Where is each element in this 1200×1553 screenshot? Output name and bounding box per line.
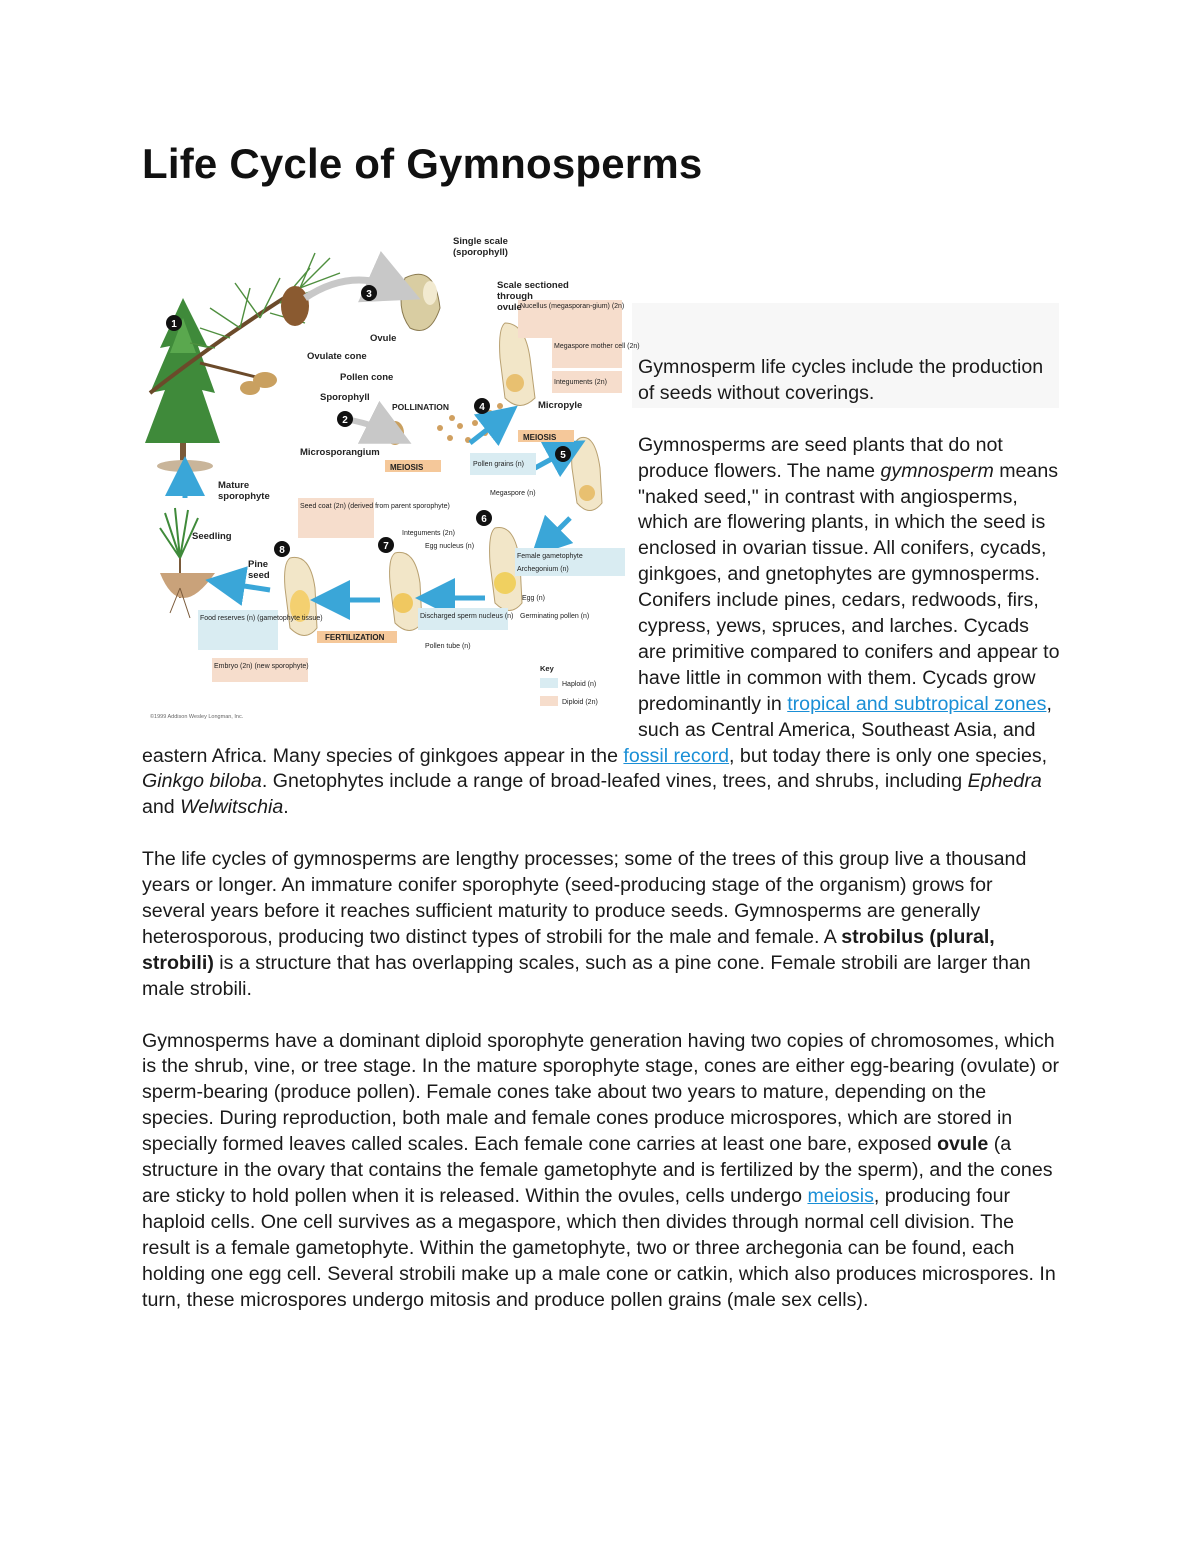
label-integuments-2n: Integuments (2n)	[554, 379, 607, 386]
step-number: 3	[366, 289, 372, 300]
step-number: 1	[171, 319, 177, 330]
label-scale-sectioned: Scale sectioned	[497, 280, 569, 291]
label-egg-nucleus: Egg nucleus (n)	[425, 543, 475, 550]
label-embryo: Embryo (2n) (new sporophyte)	[214, 663, 309, 670]
label-megaspore-mother: Megaspore mother cell (2n)	[554, 343, 640, 350]
step-number: 8	[279, 545, 285, 556]
label-pollen-cone: Pollen cone	[340, 372, 394, 383]
label-seed: seed	[248, 570, 270, 581]
label-pollen-tube: Pollen tube (n)	[425, 643, 471, 650]
label-germinating-pollen: Germinating pollen (n)	[520, 613, 590, 620]
label-food-reserves: Food reserves (n) (gametophyte tissue)	[200, 615, 323, 622]
label-sporophyll-paren: (sporophyll)	[453, 247, 508, 258]
page-title: Life Cycle of Gymnosperms	[142, 140, 703, 187]
label-ovule-lower: ovule	[497, 302, 522, 313]
label-sporophyte: sporophyte	[218, 491, 270, 502]
label-archegonium: Archegonium (n)	[517, 566, 569, 573]
label-key: Key	[540, 664, 554, 673]
step-number: 6	[481, 514, 487, 525]
paragraph-gymnosperms-intro: Gymnosperms are seed plants that do not produce flowers. The name gymnosperm means "naked seed," in contrast with angiosperms, which are flowering plants, in which the seed is enclosed in ovarian tissue. All conifers, cycads, ginkgoes, and gnetophytes are gymnosperms. Conifers include pines, cedars, redwoods, firs, cypress, yews, spruces, and larches. Cycads are primitive compared to conifers and appear to have little in common with them. Cycads grow predominantly in tropical and subtropical zones, such as Central America, Southeast Asia, and eastern Africa. Many species of ginkgoes appear in the fossil record, but today there is only one species, Ginkgo biloba. Gnetophytes include a range of broad-leafed vines, trees, and shrubs, including Ephedra and Welwitschia.	[142, 433, 1060, 819]
figure-copyright: ©1999 Addison Wesley Longman, Inc.	[150, 714, 244, 720]
label-ovule: Ovule	[370, 333, 397, 344]
label-female-gametophyte: Female gametophyte	[517, 553, 583, 560]
label-megaspore: Megaspore (n)	[490, 490, 536, 497]
label-meiosis-2: MEIOSIS	[523, 433, 557, 442]
step-number: 2	[342, 415, 348, 426]
label-mature: Mature	[218, 480, 250, 491]
label-nucellus: Nucellus (megasporan-gium) (2n)	[520, 303, 625, 310]
label-fertilization: FERTILIZATION	[325, 633, 385, 642]
step-number: 7	[383, 541, 389, 552]
label-seedling: Seedling	[192, 531, 232, 542]
label-through: through	[497, 291, 533, 302]
step-number: 4	[479, 402, 485, 413]
label-pollen-grains: Pollen grains (n)	[473, 461, 524, 468]
label-egg: Egg (n)	[522, 595, 545, 602]
label-haploid: Haploid (n)	[562, 681, 597, 688]
label-discharged-sperm: Discharged sperm nucleus (n)	[420, 613, 514, 620]
figure-wrap-spacer	[142, 355, 638, 735]
link-meiosis[interactable]: meiosis	[807, 1184, 874, 1207]
article-body	[142, 355, 1060, 1339]
label-sporophyll: Sporophyll	[320, 392, 370, 403]
label-meiosis-1: MEIOSIS	[390, 463, 424, 472]
label-pine: Pine	[248, 559, 269, 570]
label-microsporangium: Microsporangium	[300, 447, 380, 458]
link-fossil-record[interactable]: fossil record	[623, 744, 730, 767]
paragraph-sporophyte-generation: Gymnosperms have a dominant diploid sporophyte generation having two copies of chromosomes, which is the shrub, vine, or tree stage. In the mature sporophyte stage, cones are either egg-bearing (ovulate) or sperm-bearing (produce pollen). Female cones take about two years to mature, depending on the species. During reproduction, both male and female cones produce microspores, which are stored in specially formed leaves called scales. Each female cone carries at least one bare, exposed ovule (a structure in the ovary that contains the female gametophyte and is fertilized by the sperm), and the cones are sticky to hold pollen when it is released. Within the ovules, cells undergo meiosis, producing four haploid cells. One cell survives as a megaspore, which then divides through normal cell division. The result is a female gametophyte. Within the gametophyte, two or three archegonia can be found, each holding one egg cell. Several strobili make up a male cone or catkin, which also produces microspores. In turn, these microspores undergo mitosis and produce pollen grains (male sex cells).	[142, 1029, 1060, 1311]
label-pollination: POLLINATION	[392, 402, 449, 412]
figure-caption-paragraph: Gymnosperm life cycles include the production of seeds without coverings.	[638, 356, 1044, 404]
label-integuments: Integuments (2n)	[402, 530, 455, 537]
label-single-scale: Single scale	[453, 236, 508, 247]
label-micropyle: Micropyle	[538, 400, 583, 411]
step-number: 5	[560, 450, 566, 461]
label-diploid: Diploid (2n)	[562, 699, 598, 706]
label-seed-coat: Seed coat (2n) (derived from parent sporophyte)	[300, 503, 450, 510]
link-tropical-zones[interactable]: tropical and subtropical zones	[787, 692, 1047, 715]
label-ovulate-cone: Ovulate cone	[307, 351, 367, 362]
paragraph-life-cycles: The life cycles of gymnosperms are lengthy processes; some of the trees of this group live a thousand years or longer. An immature conifer sporophyte (seed-producing stage of the organism) grows for several years before it reaches sufficient maturity to produce seeds. Gymnosperms are generally heterosporous, producing two distinct types of strobili for the male and female. A strobilus (plural, strobili) is a structure that has overlapping scales, such as a pine cone. Female strobili are larger than male strobili.	[142, 848, 1031, 1000]
